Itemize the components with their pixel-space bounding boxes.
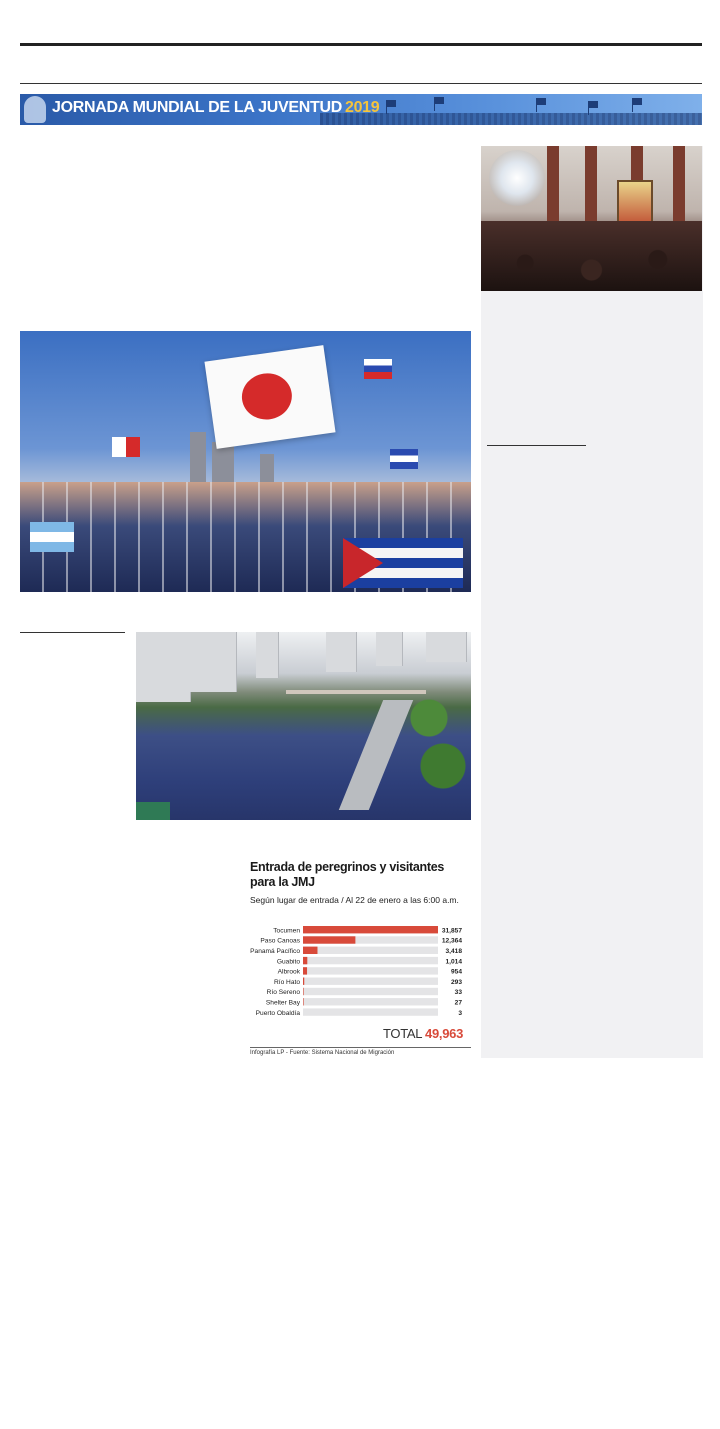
bar bbox=[303, 926, 438, 933]
value-label: 31,857 bbox=[441, 927, 462, 935]
panama-flag bbox=[112, 437, 140, 457]
infographic-subtitle: Según lugar de entrada / Al 22 de enero a las 6:00 a.m. bbox=[250, 895, 459, 905]
bar-track bbox=[303, 998, 438, 1005]
photo-church-crowd bbox=[481, 146, 702, 291]
religious-painting bbox=[617, 180, 653, 224]
section-rule bbox=[20, 83, 702, 84]
value-label: 1,014 bbox=[445, 958, 462, 966]
street-sign bbox=[136, 802, 170, 820]
infographic bbox=[250, 856, 471, 1062]
honduras-flag bbox=[390, 449, 418, 469]
category-label: Shelter Bay bbox=[265, 999, 300, 1007]
bar bbox=[303, 947, 317, 954]
category-label: Río Sereno bbox=[266, 989, 300, 997]
value-label: 293 bbox=[450, 978, 462, 986]
banner-flag-icon bbox=[633, 98, 642, 105]
argentina-flag bbox=[30, 522, 74, 552]
infographic-source: Infografía LP - Fuente: Sistema Nacional de Migración bbox=[250, 1050, 395, 1056]
cuba-flag bbox=[343, 538, 463, 588]
church-crowd bbox=[481, 221, 702, 291]
monstrance-icon bbox=[489, 150, 545, 206]
banner-flag-icon bbox=[537, 98, 546, 105]
city-building bbox=[256, 632, 279, 678]
bar-track bbox=[303, 1008, 438, 1015]
city-building bbox=[426, 632, 467, 662]
total-label: TOTAL bbox=[383, 1026, 422, 1041]
bar bbox=[303, 988, 304, 995]
bar-track bbox=[303, 947, 438, 954]
category-label: Panamá Pacífico bbox=[250, 948, 300, 955]
infographic-rule bbox=[250, 1047, 471, 1048]
category-label: Tocumen bbox=[273, 927, 300, 935]
value-label: 33 bbox=[454, 989, 462, 997]
wall-panel bbox=[673, 146, 685, 226]
bar-track bbox=[303, 957, 438, 964]
category-label: Guabito bbox=[276, 958, 300, 966]
infographic-title: Entrada de peregrinos y visitantes para la JMJ bbox=[250, 860, 445, 889]
city-building bbox=[136, 632, 191, 702]
city-building bbox=[326, 632, 357, 672]
city-building bbox=[376, 632, 403, 666]
column-rule bbox=[20, 632, 125, 633]
section-banner bbox=[20, 94, 702, 125]
value-label: 3 bbox=[458, 1009, 462, 1017]
slovakia-flag bbox=[364, 359, 392, 379]
total-value: 49,963 bbox=[425, 1026, 463, 1041]
wall-panel bbox=[547, 146, 559, 226]
bar-track bbox=[303, 967, 438, 974]
value-label: 3,418 bbox=[445, 948, 462, 955]
photo-flags-crowd bbox=[20, 331, 471, 592]
bar bbox=[303, 967, 307, 974]
japan-flag bbox=[204, 345, 335, 449]
sidebar-rule bbox=[487, 445, 586, 446]
top-rule bbox=[20, 43, 702, 46]
infographic-total bbox=[383, 1026, 463, 1041]
bar-track bbox=[303, 978, 438, 985]
bar bbox=[303, 978, 304, 985]
photo-avenue-crowd bbox=[136, 632, 471, 820]
banner-title bbox=[52, 99, 379, 117]
bar bbox=[303, 936, 355, 943]
category-label: Albrook bbox=[277, 968, 300, 976]
category-label: Río Hato bbox=[273, 978, 300, 986]
entry-bar-chart bbox=[250, 925, 471, 1019]
trees bbox=[401, 682, 471, 802]
banner-year: 2019 bbox=[344, 99, 380, 116]
banner-title-text: JORNADA MUNDIAL DE LA JUVENTUD bbox=[52, 99, 342, 116]
pope-silhouette-icon bbox=[24, 96, 46, 123]
bar-track bbox=[303, 988, 438, 995]
city-building bbox=[190, 632, 237, 692]
value-label: 954 bbox=[450, 968, 462, 976]
category-label: Puerto Obaldía bbox=[255, 1009, 300, 1017]
wall-panel bbox=[585, 146, 597, 226]
banner-flag-icon bbox=[589, 101, 598, 108]
bar bbox=[303, 957, 307, 964]
banner-flag-icon bbox=[387, 100, 396, 107]
bar bbox=[303, 998, 304, 1005]
banner-flag-icon bbox=[435, 97, 444, 104]
value-label: 27 bbox=[454, 999, 462, 1007]
value-label: 12,364 bbox=[441, 937, 462, 945]
category-label: Paso Canoas bbox=[260, 937, 300, 945]
